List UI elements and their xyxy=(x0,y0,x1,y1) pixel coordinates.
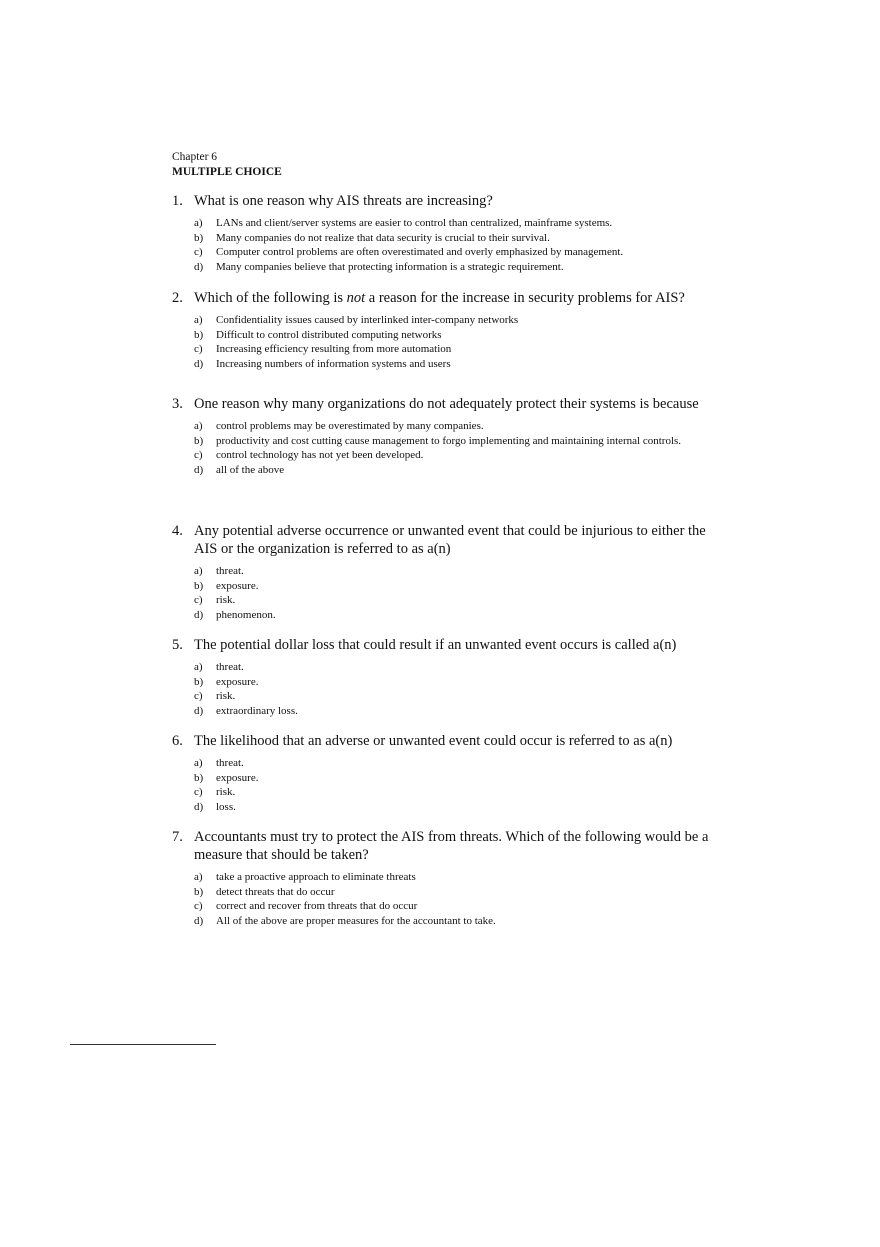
option-item xyxy=(194,771,712,786)
option-item xyxy=(194,328,712,343)
option-letter: d) xyxy=(194,704,204,717)
option-item xyxy=(194,675,712,690)
option-item xyxy=(194,448,712,463)
question-text-part: Which of the following is xyxy=(194,290,347,306)
option-item xyxy=(194,463,712,478)
option-item xyxy=(194,704,712,719)
question-number: 7. xyxy=(172,829,183,845)
option-text: Many companies do not realize that data security is crucial to their survival. xyxy=(216,231,550,244)
option-item xyxy=(194,899,712,914)
question-text-part: a reason for the increase in security problems for AIS? xyxy=(365,290,685,306)
option-text: threat. xyxy=(216,757,244,769)
option-letter: b) xyxy=(194,231,204,244)
option-letter: a) xyxy=(194,757,203,769)
question-1 xyxy=(172,192,712,274)
option-letter: c) xyxy=(194,786,203,798)
question-number: 5. xyxy=(172,637,183,653)
question-5 xyxy=(172,636,712,718)
option-letter: b) xyxy=(194,434,204,447)
option-letter: d) xyxy=(194,608,204,621)
option-item xyxy=(194,216,712,231)
options-list xyxy=(194,216,712,274)
question-6 xyxy=(172,732,712,814)
option-text: exposure. xyxy=(216,579,259,592)
option-text: correct and recover from threats that do occur xyxy=(216,900,418,912)
option-item xyxy=(194,593,712,608)
option-item xyxy=(194,689,712,704)
option-letter: b) xyxy=(194,675,204,688)
question-text xyxy=(172,395,712,413)
options-list xyxy=(194,419,712,477)
question-4 xyxy=(172,522,712,622)
options-list xyxy=(194,564,712,622)
option-item xyxy=(194,660,712,675)
question-text xyxy=(172,732,712,750)
option-item xyxy=(194,434,712,449)
option-text: phenomenon. xyxy=(216,608,276,621)
question-text-emphasis: not xyxy=(346,290,366,306)
question-7 xyxy=(172,828,712,928)
option-text: loss. xyxy=(216,800,236,813)
option-letter: b) xyxy=(194,771,204,784)
option-letter: d) xyxy=(194,800,204,813)
question-2 xyxy=(172,289,712,371)
option-text: extraordinary loss. xyxy=(216,704,298,717)
option-letter: d) xyxy=(194,463,204,476)
option-letter: d) xyxy=(194,260,204,273)
question-text xyxy=(172,192,712,210)
chapter-label: Chapter 6 xyxy=(172,151,218,163)
option-text: risk. xyxy=(216,690,236,702)
option-item xyxy=(194,245,712,260)
question-text-body: The potential dollar loss that could result if an unwanted event occurs is called a(n) xyxy=(194,637,677,653)
option-text: detect threats that do occur xyxy=(216,885,335,898)
option-letter: a) xyxy=(194,661,203,673)
option-text: threat. xyxy=(216,661,244,673)
option-letter: c) xyxy=(194,690,203,702)
option-letter: b) xyxy=(194,885,204,898)
question-text-body: What is one reason why AIS threats are increasing? xyxy=(194,193,493,209)
options-list xyxy=(194,313,712,371)
option-item xyxy=(194,914,712,929)
option-item xyxy=(194,357,712,372)
option-letter: d) xyxy=(194,357,204,370)
option-letter: d) xyxy=(194,914,204,927)
option-text: control problems may be overestimated by many companies. xyxy=(216,420,484,432)
option-text: risk. xyxy=(216,786,236,798)
option-letter: c) xyxy=(194,343,203,355)
question-3 xyxy=(172,395,712,477)
option-letter: a) xyxy=(194,565,203,577)
options-list xyxy=(194,870,712,928)
option-text: Confidentiality issues caused by interlinked inter-company networks xyxy=(216,314,519,326)
option-item xyxy=(194,419,712,434)
question-number: 6. xyxy=(172,733,183,749)
option-text: Increasing efficiency resulting from more automation xyxy=(216,343,452,355)
question-text xyxy=(172,289,712,307)
question-number: 4. xyxy=(172,523,183,539)
option-letter: c) xyxy=(194,449,203,461)
option-letter: c) xyxy=(194,900,203,912)
option-letter: a) xyxy=(194,314,203,326)
question-number: 2. xyxy=(172,290,183,306)
question-text-body: Accountants must try to protect the AIS from threats. Which of the following would be a measure that should be taken? xyxy=(194,829,709,863)
option-item xyxy=(194,885,712,900)
option-item xyxy=(194,231,712,246)
option-text: Difficult to control distributed computing networks xyxy=(216,328,442,341)
option-text: Increasing numbers of information systems and users xyxy=(216,357,451,370)
option-item xyxy=(194,608,712,623)
option-item xyxy=(194,870,712,885)
option-letter: b) xyxy=(194,579,204,592)
option-item xyxy=(194,785,712,800)
option-text: exposure. xyxy=(216,675,259,688)
option-item xyxy=(194,579,712,594)
section-title: MULTIPLE CHOICE xyxy=(172,166,282,178)
option-letter: b) xyxy=(194,328,204,341)
question-text-body: One reason why many organizations do not adequately protect their systems is because xyxy=(194,396,699,412)
question-text xyxy=(172,636,712,654)
option-text: threat. xyxy=(216,565,244,577)
question-number: 3. xyxy=(172,396,183,412)
option-text: exposure. xyxy=(216,771,259,784)
option-letter: c) xyxy=(194,594,203,606)
option-text: LANs and client/server systems are easier to control than centralized, mainframe systems. xyxy=(216,217,613,229)
question-number: 1. xyxy=(172,193,183,209)
option-letter: a) xyxy=(194,420,203,432)
option-letter: a) xyxy=(194,217,203,229)
option-text: risk. xyxy=(216,594,236,606)
option-item xyxy=(194,564,712,579)
options-list xyxy=(194,756,712,814)
option-letter: c) xyxy=(194,246,203,258)
question-text xyxy=(172,522,712,558)
option-item xyxy=(194,756,712,771)
option-item xyxy=(194,313,712,328)
option-text: productivity and cost cutting cause management to forgo implementing and maintaining internal controls. xyxy=(216,434,682,447)
option-text: all of the above xyxy=(216,463,285,476)
option-item xyxy=(194,342,712,357)
option-item xyxy=(194,260,712,275)
question-text-body: The likelihood that an adverse or unwanted event could occur is referred to as a(n) xyxy=(194,733,673,749)
footnote-rule xyxy=(70,1044,216,1045)
option-letter: a) xyxy=(194,871,203,883)
option-text: Computer control problems are often overestimated and overly emphasized by management. xyxy=(216,246,624,258)
options-list xyxy=(194,660,712,718)
question-text xyxy=(172,828,712,864)
option-text: control technology has not yet been developed. xyxy=(216,449,424,461)
option-text: take a proactive approach to eliminate threats xyxy=(216,871,416,883)
question-text-body: Any potential adverse occurrence or unwanted event that could be injurious to either the AIS or the organization is referred to as a(n) xyxy=(194,523,706,557)
option-text: All of the above are proper measures for the accountant to take. xyxy=(216,914,496,927)
option-item xyxy=(194,800,712,815)
option-text: Many companies believe that protecting information is a strategic requirement. xyxy=(216,260,564,273)
